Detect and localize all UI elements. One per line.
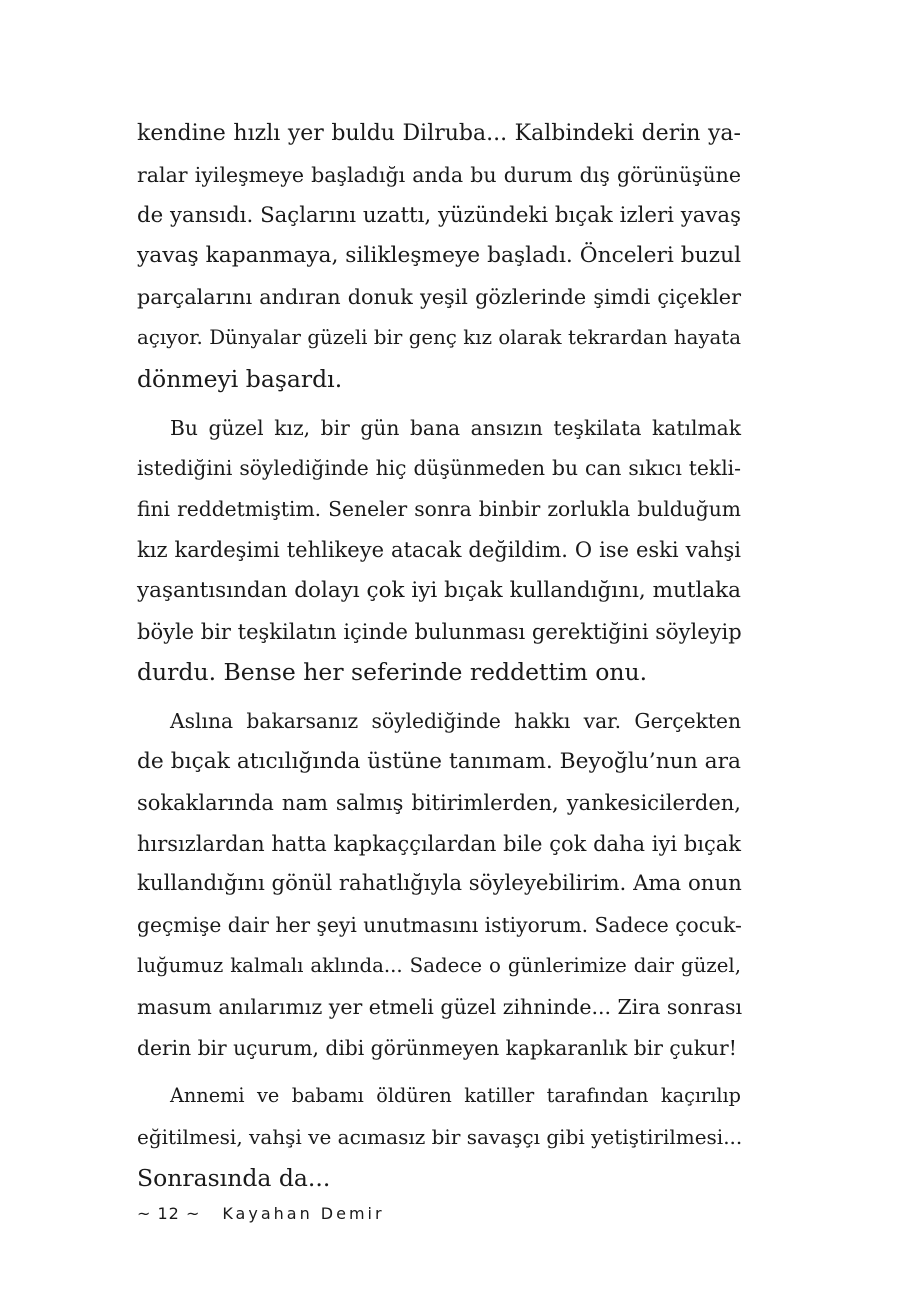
text-line: eğitilmesi, vahşi ve acımasız bir savaşçı gibi yetiştirilmesi... xyxy=(137,1125,743,1150)
text-line: luğumuz kalmalı aklında... Sadece o günlerimize dair güzel, xyxy=(137,953,741,977)
paragraph xyxy=(137,114,741,400)
paragraph xyxy=(137,1076,741,1198)
text-line: geçmişe dair her şeyi unutmasını istiyorum. Sadece çocuk- xyxy=(137,913,742,938)
page-number: ~ 12 ~ xyxy=(137,1204,201,1223)
text-line: ralar iyileşmeye başladığı anda bu durum dış görünüşüne xyxy=(137,162,741,187)
page-footer xyxy=(137,1204,385,1223)
text-line: masum anılarımız yer etmeli güzel zihninde... Zira sonrası xyxy=(137,994,743,1019)
author-name: Kayahan Demir xyxy=(222,1204,385,1223)
text-line: de bıçak atıcılığında üstüne tanımam. Beyoğlu’nun ara xyxy=(137,748,741,774)
text-line: kendine hızlı yer buldu Dilruba... Kalbindeki derin ya- xyxy=(137,121,741,146)
text-line: sokaklarında nam salmış bitirimlerden, yankesicilerden, xyxy=(137,790,741,815)
text-line: Sonrasında da... xyxy=(137,1163,331,1192)
text-line: dönmeyi başardı. xyxy=(137,364,343,393)
text-line: hırsızlardan hatta kapkaççılardan bile çok daha iyi bıçak xyxy=(137,831,741,856)
page-body-text xyxy=(137,114,741,1199)
paragraph-gap xyxy=(137,1068,741,1076)
text-line: Annemi ve babamı öldüren katiller tarafından kaçırılıp xyxy=(170,1084,741,1108)
paragraph-gap xyxy=(137,693,741,701)
text-line: istediğini söylediğinde hiç düşünmeden bu can sıkıcı tekli- xyxy=(137,456,741,481)
text-line: açıyor. Dünyalar güzeli bir genç kız olarak tekrardan hayata xyxy=(137,325,741,349)
text-line: kullandığını gönül rahatlığıyla söyleyebilirim. Ama onun xyxy=(137,871,742,897)
text-line: yavaş kapanmaya, silikleşmeye başladı. Önceleri buzul xyxy=(137,243,742,269)
text-line: de yansıdı. Saçlarını uzattı, yüzündeki bıçak izleri yavaş xyxy=(137,202,741,228)
paragraph xyxy=(137,701,741,1068)
text-line: yaşantısından dolayı çok iyi bıçak kullandığını, mutlaka xyxy=(137,577,741,603)
text-line: kız kardeşimi tehlikeye atacak değildim. O ise eski vahşi xyxy=(137,537,741,562)
text-line: Aslına bakarsanız söylediğinde hakkı var. Gerçekten xyxy=(170,709,741,734)
text-line: Bu güzel kız, bir gün bana ansızın teşkilata katılmak xyxy=(170,415,741,440)
text-line: fini reddetmiştim. Seneler sonra binbir zorlukla bulduğum xyxy=(137,497,741,522)
text-line: derin bir uçurum, dibi görünmeyen kapkaranlık bir çukur! xyxy=(137,1035,737,1060)
paragraph-gap xyxy=(137,400,741,408)
paragraph xyxy=(137,408,741,694)
text-line: parçalarını andıran donuk yeşil gözlerinde şimdi çiçekler xyxy=(137,285,741,310)
text-line: durdu. Bense her seferinde reddettim onu. xyxy=(137,658,648,687)
text-line: böyle bir teşkilatın içinde bulunması gerektiğini söyleyip xyxy=(137,619,742,644)
